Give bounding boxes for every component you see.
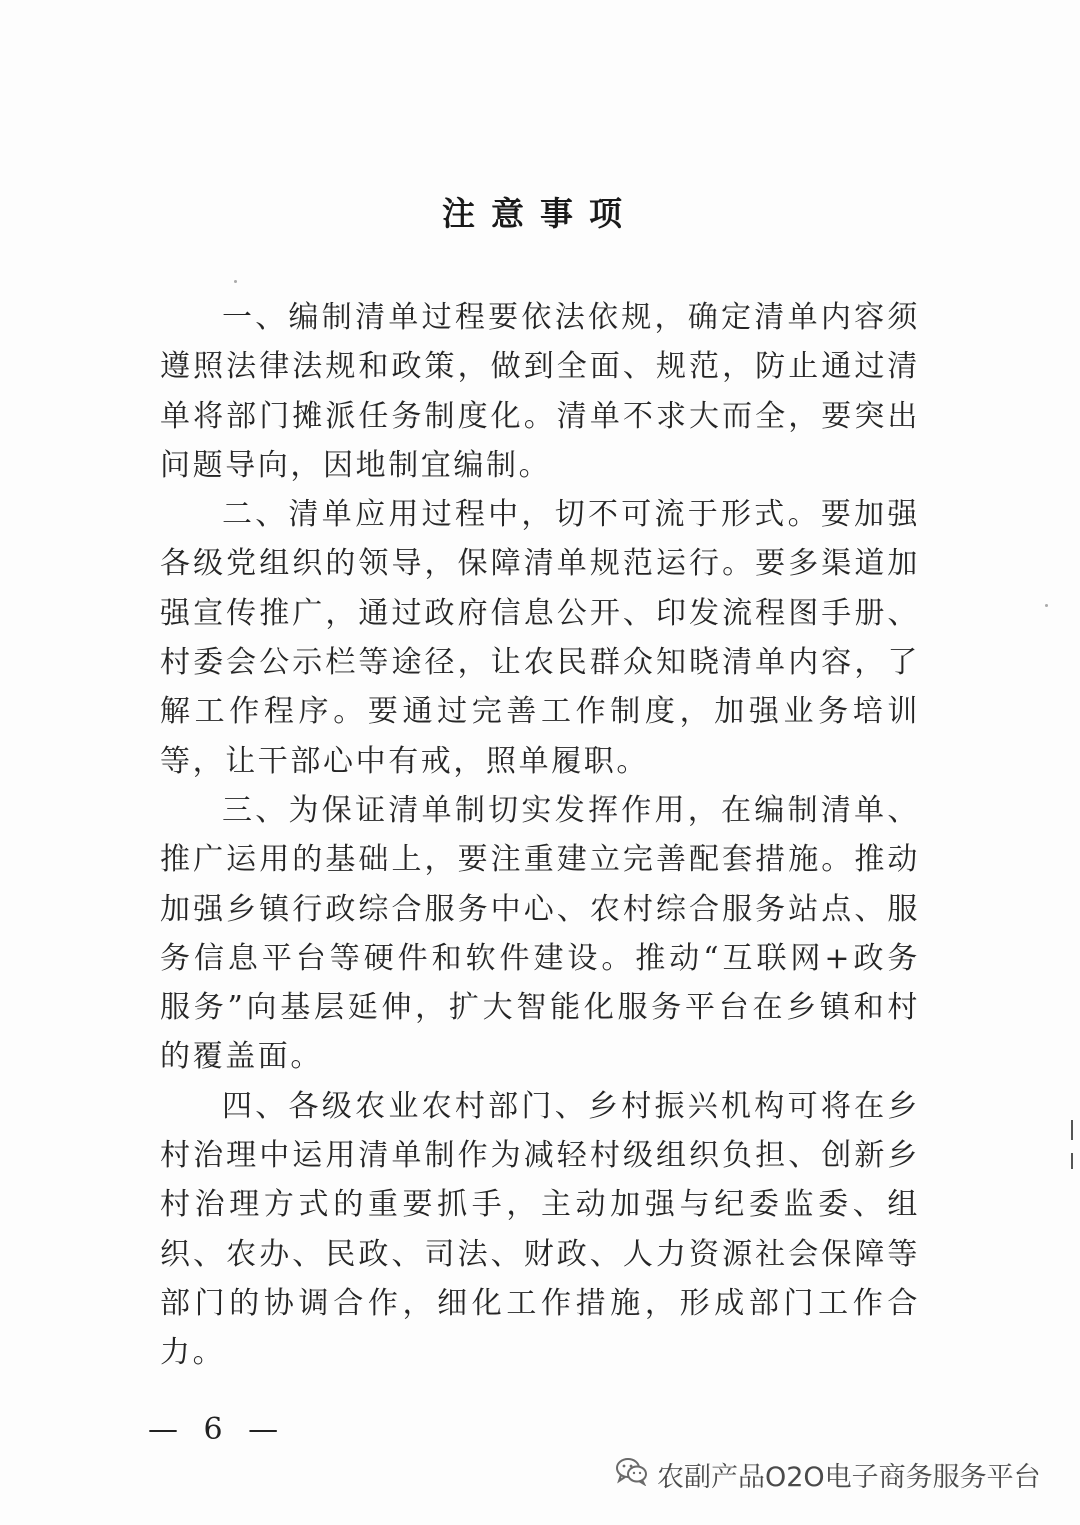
watermark-text: 农副产品O2O电子商务服务平台 (657, 1462, 1041, 1493)
scan-speck (1045, 604, 1048, 607)
page-number: — 6 — (148, 1412, 287, 1447)
paragraph-1: 一、编制清单过程要依法依规，确定清单内容须遵照法律法规和政策，做到全面、规范，防止通过清单将部门摊派任务制度化。清单不求大而全，要突出问题导向，因地制宜编制。 (160, 300, 920, 483)
paragraph-2: 二、清单应用过程中，切不可流于形式。要加强各级党组织的领导，保障清单规范运行。要多渠道加强宣传推广，通过政府信息公开、印发流程图手册、村委会公示栏等途径，让农民群众知晓清单内容，了解工作程序。要通过完善工作制度，加强业务培训等，让干部心中有戒，照单履职。 (160, 497, 920, 779)
scan-mark (1071, 1120, 1073, 1140)
paragraph-4: 四、各级农业农村部门、乡村振兴机构可将在乡村治理中运用清单制作为减轻村级组织负担、创新乡村治理方式的重要抓手，主动加强与纪委监委、组织、农办、民政、司法、财政、人力资源社会保障等部门的协调合作，细化工作措施，形成部门工作合力。 (160, 1088, 920, 1371)
scan-speck (234, 280, 237, 283)
document-title: 注意事项 (442, 194, 638, 233)
scan-mark (1071, 1153, 1073, 1169)
document-body (160, 293, 920, 1378)
paragraph-3: 三、为保证清单制切实发挥作用，在编制清单、推广运用的基础上，要注重建立完善配套措施。推动加强乡镇行政综合服务中心、农村综合服务站点、服务信息平台等硬件和软件建设。推动“互联网+政务服务”向基层延伸，扩大智能化服务平台在乡镇和村的覆盖面。 (160, 792, 920, 1075)
watermark (615, 1455, 1041, 1494)
wechat-icon (615, 1456, 649, 1493)
